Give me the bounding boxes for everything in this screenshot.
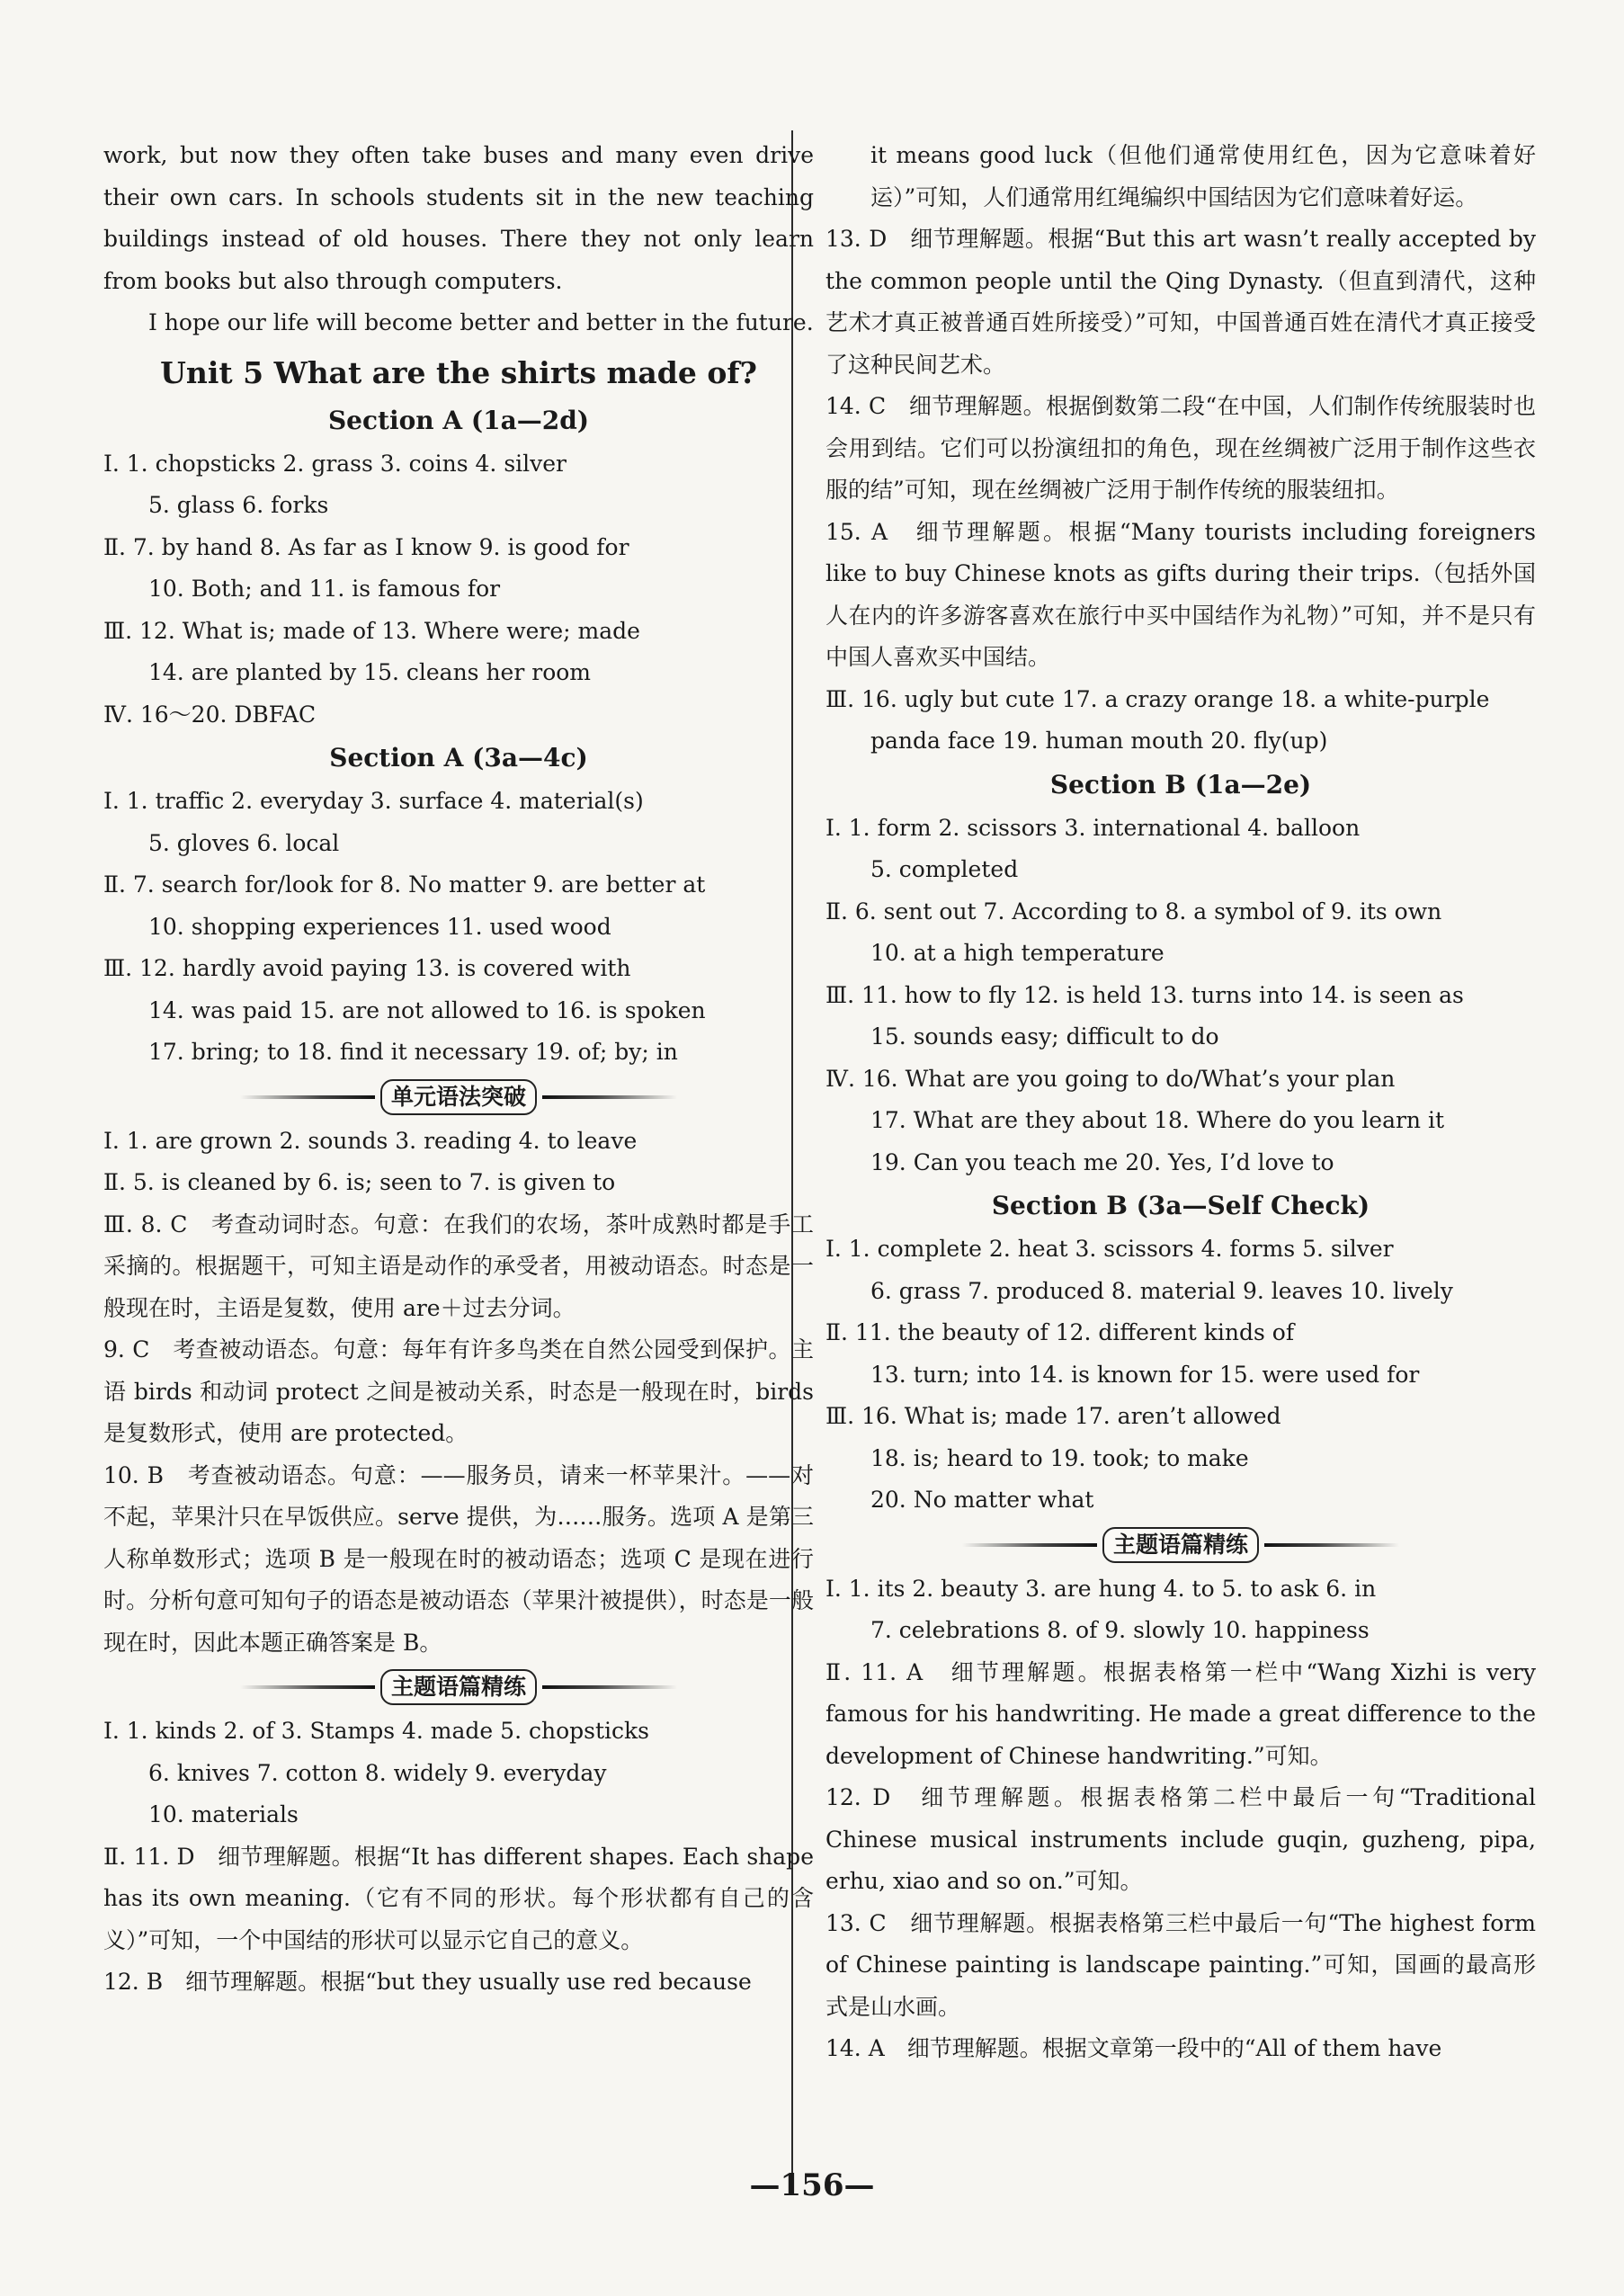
banner-rule-right	[542, 1685, 677, 1689]
answer-line: Ⅰ. 1. its 2. beauty 3. are hung 4. to 5. to ask 6. in	[825, 1575, 1377, 1602]
answer-line: 10. Both; and 11. is famous for	[148, 576, 501, 602]
answer-line: 6. grass 7. produced 8. material 9. leaves 10. lively	[870, 1277, 1453, 1304]
reading-banner	[103, 1664, 814, 1711]
answer-line: 5. gloves 6. local	[148, 829, 340, 856]
answer-line: 14. was paid 15. are not allowed to 16. is spoken	[148, 996, 706, 1023]
banner-label: 主题语篇精练	[1102, 1527, 1259, 1563]
answer-line: 19. Can you teach me 20. Yes, I’d love to	[870, 1148, 1334, 1175]
explanation-item-8: Ⅲ. 8. C 考查动词时态。句意：在我们的农场，茶叶成熟时都是手工采摘的。根据题干，可知主语是动作的承受者，用被动语态。时态是一般现在时，主语是复数，使用 are＋过去分词。	[103, 1211, 814, 1321]
answer-line: Ⅱ. 11. the beauty of 12. different kinds of	[825, 1319, 1295, 1345]
section-title-a2: Section A (3a—4c)	[329, 743, 588, 773]
intro-paragraph-1: work, but now they often take buses and many even drive their own cars. In schools students sit in the new teaching buildings instead of old houses. There they not only learn from books but also through computers.	[103, 142, 814, 294]
right-column	[825, 135, 1536, 2070]
explanation-item-11: Ⅱ. 11. D 细节理解题。根据“It has different shapes. Each shape has its own meaning.（它有不同的形状。每个形状都有自己的含义）”可知，一个中国结的形状可以显示它自己的意义。	[103, 1843, 814, 1953]
answer-line: Ⅱ. 7. by hand 8. As far as I know 9. is good for	[103, 533, 629, 560]
answer-line: 5. completed	[870, 856, 1019, 882]
explanation-item-13: 13. D 细节理解题。根据“But this art wasn’t really accepted by the common people until the Qing Dynasty.（但直到清代，这种艺术才真正被普通百姓所接受）”可知，中国普通百姓在清代才真正接受了这种民间艺术。	[825, 226, 1536, 378]
answer-line: 18. is; heard to 19. took; to make	[870, 1444, 1249, 1471]
banner-label: 单元语法突破	[380, 1079, 537, 1115]
answer-line: Ⅱ. 6. sent out 7. According to 8. a symbol of 9. its own	[825, 898, 1442, 925]
answer-line: 6. knives 7. cotton 8. widely 9. everyday	[148, 1759, 607, 1786]
explanation-item-9: 9. C 考查被动语态。句意：每年有许多鸟类在自然公园受到保护。主语 birds 和动词 protect 之间是被动关系，时态是一般现在时，birds 是复数形式，使用 are protected。	[103, 1336, 814, 1446]
answer-line: Ⅳ. 16. What are you going to do/What’s your plan	[825, 1065, 1396, 1092]
answer-line: Ⅲ. 11. how to fly 12. is held 13. turns into 14. is seen as	[825, 981, 1464, 1008]
section-title-a1: Section A (1a—2d)	[327, 405, 590, 435]
explanation-item-12-end: it means good luck（但他们通常使用红色，因为它意味着好运）”可知，人们通常用红绳编织中国结因为它们意味着好运。	[870, 142, 1536, 210]
banner-rule-left	[240, 1095, 375, 1099]
answer-line: Ⅲ. 12. hardly avoid paying 13. is covered with	[103, 955, 631, 981]
explanation-item-11-b: Ⅱ. 11. A 细节理解题。根据表格第一栏中“Wang Xizhi is very famous for his handwriting. He made a great difference to the development of Chinese handwriting.”可知。	[825, 1658, 1536, 1769]
banner-label: 主题语篇精练	[380, 1669, 537, 1705]
banner-rule-left	[962, 1543, 1097, 1547]
answer-line: Ⅰ. 1. traffic 2. everyday 3. surface 4. material(s)	[103, 788, 644, 814]
page-number: —156—	[749, 2167, 875, 2203]
answer-line: Ⅱ. 7. search for/look for 8. No matter 9. are better at	[103, 871, 706, 898]
explanation-item-12-start: 12. B 细节理解题。根据“but they usually use red because	[103, 1969, 752, 1995]
answer-line: 20. No matter what	[870, 1487, 1094, 1513]
answer-line: 7. celebrations 8. of 9. slowly 10. happiness	[870, 1617, 1370, 1643]
explanation-item-12-b: 12. D 细节理解题。根据表格第二栏中最后一句“Traditional Chinese musical instruments include guqin, guzheng, pipa, erhu, xiao and so on.”可知。	[825, 1784, 1536, 1894]
banner-rule-left	[240, 1685, 375, 1689]
answer-line: 15. sounds easy; difficult to do	[870, 1023, 1219, 1050]
banner-rule-right	[1264, 1543, 1399, 1547]
unit-title: Unit 5 What are the shirts made of?	[160, 354, 757, 390]
answer-line: 5. glass 6. forks	[148, 492, 329, 518]
answer-line: 14. are planted by 15. cleans her room	[148, 659, 592, 685]
explanation-item-14-start: 14. A 细节理解题。根据文章第一段中的“All of them have	[825, 2035, 1442, 2061]
answer-line: 10. at a high temperature	[870, 940, 1164, 966]
answer-line: 17. What are they about 18. Where do you learn it	[870, 1107, 1445, 1133]
answer-line: Ⅰ. 1. are grown 2. sounds 3. reading 4. to leave	[103, 1127, 638, 1154]
answer-line: 10. shopping experiences 11. used wood	[148, 913, 611, 940]
answer-line: 17. bring; to 18. find it necessary 19. of; by; in	[148, 1039, 678, 1065]
section-title-b2: Section B (3a—Self Check)	[991, 1191, 1370, 1220]
answer-line: Ⅲ. 16. What is; made 17. aren’t allowed	[825, 1403, 1281, 1429]
intro-paragraph-2: I hope our life will become better and better in the future.	[148, 309, 814, 335]
answer-line: 13. turn; into 14. is known for 15. were used for	[870, 1361, 1420, 1388]
answer-line: Ⅰ. 1. chopsticks 2. grass 3. coins 4. silver	[103, 450, 567, 477]
explanation-item-13-b: 13. C 细节理解题。根据表格第三栏中最后一句“The highest form of Chinese painting is landscape painting.”可知，国画的最高形式是山水画。	[825, 1909, 1536, 2020]
answer-line: panda face 19. human mouth 20. fly(up)	[870, 728, 1328, 754]
answer-line: Ⅰ. 1. form 2. scissors 3. international 4. balloon	[825, 814, 1361, 841]
reading-banner-2	[825, 1522, 1536, 1568]
answer-line: Ⅱ. 5. is cleaned by 6. is; seen to 7. is given to	[103, 1169, 616, 1195]
explanation-item-10: 10. B 考查被动语态。句意：——服务员，请来一杯苹果汁。——对不起，苹果汁只在早饭供应。serve 提供，为……服务。选项 A 是第三人称单数形式；选项 B 是一般现在时的被动语态；选项 C 是现在进行时。分析句意可知句子的语态是被动语态（苹果汁被提供），时态是一般现在时，因此本题正确答案是 B。	[103, 1461, 814, 1656]
explanation-item-15: 15. A 细节理解题。根据“Many tourists including foreigners like to buy Chinese knots as gifts during their trips.（包括外国人在内的许多游客喜欢在旅行中买中国结作为礼物）”可知，并不是只有中国人喜欢买中国结。	[825, 518, 1536, 670]
explanation-item-14: 14. C 细节理解题。根据倒数第二段“在中国，人们制作传统服装时也会用到结。它们可以扮演纽扣的角色，现在丝绸被广泛用于制作这些衣服的结”可知，现在丝绸被广泛用于制作传统的服装纽扣。	[825, 393, 1536, 503]
answer-line: Ⅰ. 1. complete 2. heat 3. scissors 4. forms 5. silver	[825, 1236, 1394, 1262]
banner-rule-right	[542, 1095, 677, 1099]
answer-line: Ⅲ. 16. ugly but cute 17. a crazy orange 18. a white-purple	[825, 685, 1490, 712]
answer-line: 10. materials	[148, 1801, 299, 1827]
answer-line: Ⅳ. 16～20. DBFAC	[103, 701, 317, 728]
left-column	[103, 135, 814, 2004]
answer-line: Ⅲ. 12. What is; made of 13. Where were; made	[103, 617, 640, 644]
section-title-b1: Section B (1a—2e)	[1049, 769, 1312, 800]
grammar-banner	[103, 1074, 814, 1121]
answer-line: Ⅰ. 1. kinds 2. of 3. Stamps 4. made 5. chopsticks	[103, 1718, 649, 1744]
